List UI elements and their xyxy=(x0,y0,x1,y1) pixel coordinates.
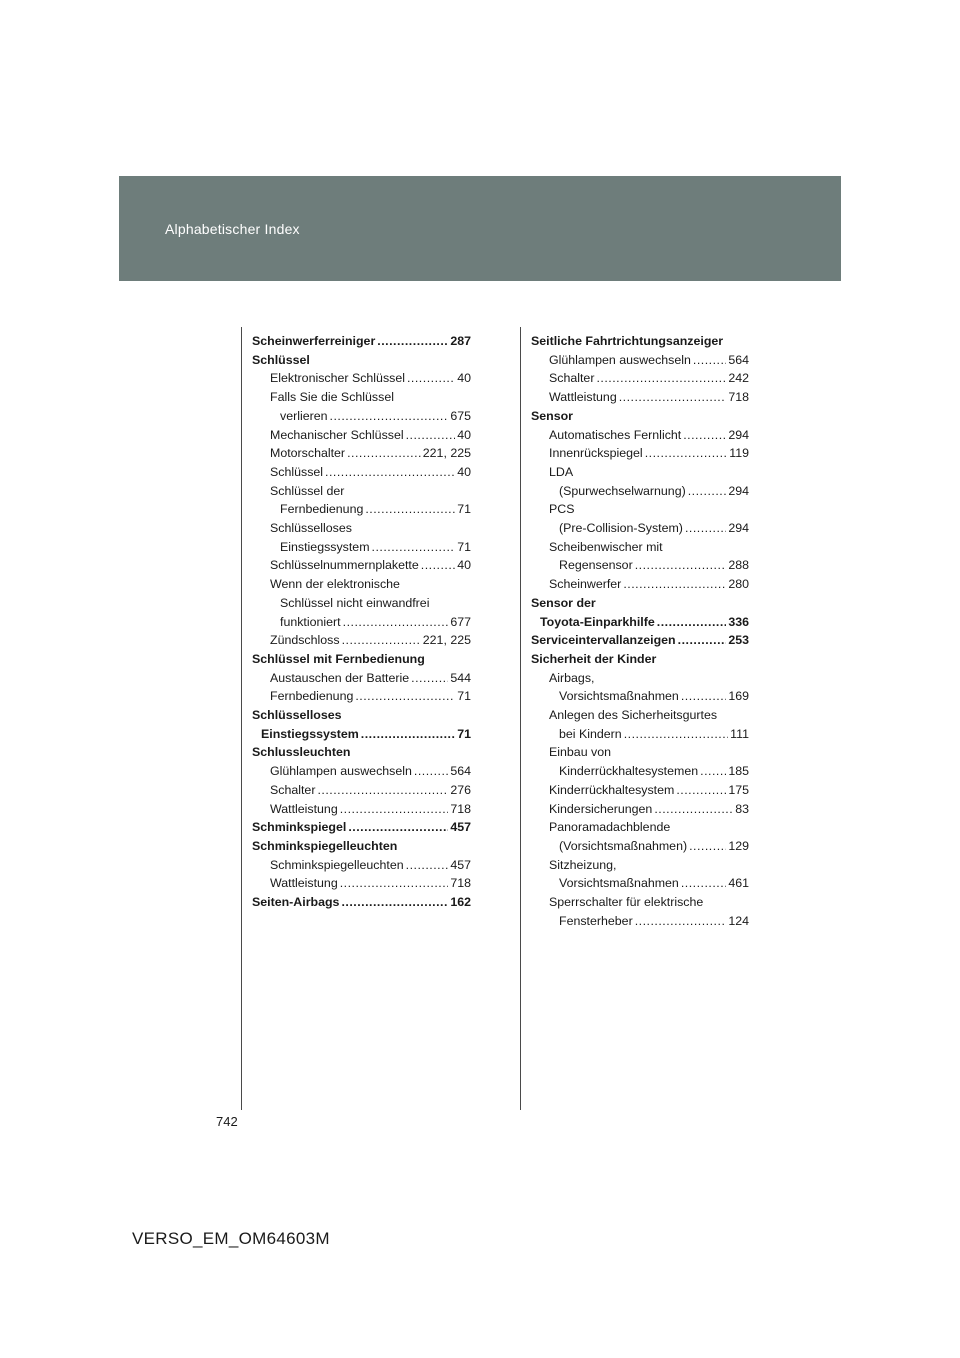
entry-label: Scheibenwischer mit xyxy=(549,539,663,554)
index-main-entry xyxy=(252,332,471,351)
dot-leader xyxy=(406,426,456,445)
index-sub-entry xyxy=(252,856,471,875)
dot-leader xyxy=(421,556,455,575)
dot-leader xyxy=(340,874,449,893)
entry-page-ref[interactable]: 71 xyxy=(457,689,471,704)
entry-label: Wattleistung xyxy=(270,876,338,891)
dot-leader xyxy=(342,631,421,650)
index-sub-entry xyxy=(252,687,471,706)
entry-page-ref[interactable]: 457 xyxy=(450,820,471,835)
index-sub-entry xyxy=(531,669,749,688)
entry-label: Schalter xyxy=(549,371,595,386)
dot-leader xyxy=(340,800,449,819)
entry-label: Sicherheit der Kinder xyxy=(531,651,657,666)
index-sub-entry xyxy=(252,369,471,388)
index-sub-entry xyxy=(531,351,749,370)
entry-label: Seitliche Fahrtrichtungsanzeiger xyxy=(531,334,724,348)
index-sub-entry xyxy=(531,463,749,482)
entry-page-ref[interactable]: 71 xyxy=(457,502,471,517)
entry-label: Einstiegssystem xyxy=(261,726,359,741)
entry-label: Mechanischer Schlüssel xyxy=(270,427,404,442)
index-sub-entry xyxy=(531,687,749,706)
index-sub-entry xyxy=(252,463,471,482)
entry-label: Scheinwerfer xyxy=(549,577,622,592)
index-sub-entry xyxy=(531,800,749,819)
index-sub-entry xyxy=(531,500,749,519)
index-sub-entry xyxy=(531,874,749,893)
dot-leader xyxy=(678,631,727,650)
index-sub-entry xyxy=(531,762,749,781)
dot-leader xyxy=(325,463,455,482)
dot-leader xyxy=(406,856,449,875)
entry-page-ref[interactable]: 129 xyxy=(728,838,749,853)
entry-label: Elektronischer Schlüssel xyxy=(270,371,405,386)
index-sub-entry xyxy=(531,706,749,725)
dot-leader xyxy=(635,912,727,931)
dot-leader xyxy=(365,500,455,519)
index-sub-entry xyxy=(252,538,471,557)
entry-label: Austauschen der Batterie xyxy=(270,670,410,685)
index-sub-entry xyxy=(252,594,471,613)
entry-page-ref[interactable]: 677 xyxy=(450,614,471,629)
dot-leader xyxy=(596,369,726,388)
entry-label: Toyota-Einparkhilfe xyxy=(540,614,655,629)
index-main-entry xyxy=(531,631,749,650)
dot-leader xyxy=(624,725,728,744)
index-sub-entry xyxy=(531,426,749,445)
entry-label: Kinderrückhaltesystem xyxy=(549,782,675,797)
entry-page-ref[interactable]: 457 xyxy=(450,857,471,872)
index-sub-entry xyxy=(252,613,471,632)
entry-label: Wattleistung xyxy=(549,390,617,405)
entry-page-ref[interactable]: 175 xyxy=(728,782,749,797)
entry-label: Kinderrückhaltesystemen xyxy=(559,764,699,779)
entry-label: Schlüsselloses xyxy=(252,708,342,723)
entry-page-ref[interactable]: 221, 225 xyxy=(422,633,471,648)
dot-leader xyxy=(343,613,449,632)
dot-leader xyxy=(348,818,448,837)
dot-leader xyxy=(654,800,733,819)
index-main-entry xyxy=(531,407,749,426)
dot-leader xyxy=(645,444,728,463)
index-sub-entry xyxy=(252,500,471,519)
entry-label: Schlüssel xyxy=(270,464,324,479)
entry-label: Serviceintervallanzeigen xyxy=(531,633,676,648)
entry-page-ref[interactable]: 294 xyxy=(728,483,749,498)
entry-label: Anlegen des Sicherheitsgurtes xyxy=(549,708,718,723)
dot-leader xyxy=(619,388,727,407)
index-main-entry xyxy=(252,725,471,744)
dot-leader xyxy=(681,687,726,706)
entry-page-ref[interactable]: 288 xyxy=(728,558,749,573)
entry-label: funktioniert xyxy=(280,614,341,629)
index-sub-entry xyxy=(531,388,749,407)
index-main-entry xyxy=(252,743,471,762)
dot-leader xyxy=(681,874,726,893)
entry-label: Automatisches Fernlicht xyxy=(549,427,682,442)
dot-leader xyxy=(414,762,448,781)
index-sub-entry xyxy=(252,762,471,781)
entry-label: Wattleistung xyxy=(270,801,338,816)
entry-label: Glühlampen auswechseln xyxy=(270,764,412,779)
entry-label: LDA xyxy=(549,464,574,479)
dot-leader xyxy=(347,444,421,463)
index-sub-entry xyxy=(252,874,471,893)
entry-label: Schlüssel xyxy=(252,352,310,367)
dot-leader xyxy=(689,837,726,856)
dot-leader xyxy=(355,687,455,706)
entry-label: Scheinwerferreiniger xyxy=(252,334,376,348)
header-title: Alphabetischer Index xyxy=(165,221,300,237)
entry-page-ref[interactable]: 294 xyxy=(728,521,749,536)
entry-page-ref[interactable]: 40 xyxy=(457,371,471,386)
index-sub-entry xyxy=(252,388,471,407)
entry-label: Schlüssel nicht einwandfrei xyxy=(280,595,430,610)
entry-page-ref[interactable]: 242 xyxy=(728,371,749,386)
entry-page-ref[interactable]: 119 xyxy=(729,446,749,461)
entry-label: Sperrschalter für elektrische xyxy=(549,895,704,910)
middle-column-rule xyxy=(520,327,521,1110)
index-main-entry xyxy=(531,650,749,669)
entry-page-ref[interactable]: 718 xyxy=(450,876,471,891)
entry-page-ref[interactable]: 71 xyxy=(457,539,471,554)
entry-page-ref[interactable]: 718 xyxy=(450,801,471,816)
entry-page-ref[interactable]: 253 xyxy=(728,633,749,648)
entry-label: Vorsichtsmaßnahmen xyxy=(559,689,679,704)
entry-label: Schlüsselnummernplakette xyxy=(270,558,419,573)
entry-label: Motorschalter xyxy=(270,446,346,461)
entry-page-ref[interactable]: 675 xyxy=(450,408,471,423)
index-main-entry xyxy=(252,837,471,856)
entry-page-ref[interactable]: 83 xyxy=(735,801,749,816)
entry-page-ref[interactable]: 124 xyxy=(728,913,749,928)
entry-label: Kindersicherungen xyxy=(549,801,653,816)
entry-page-ref[interactable]: 185 xyxy=(728,764,749,779)
entry-label: Fernbedienung xyxy=(280,502,364,517)
entry-page-ref[interactable]: 294 xyxy=(728,427,749,442)
dot-leader xyxy=(635,556,727,575)
entry-page-ref[interactable]: 169 xyxy=(728,689,749,704)
dot-leader xyxy=(330,407,449,426)
entry-page-ref[interactable]: 544 xyxy=(450,670,471,685)
dot-leader xyxy=(377,332,448,351)
dot-leader xyxy=(407,369,455,388)
dot-leader xyxy=(411,669,448,688)
entry-page-ref[interactable]: 461 xyxy=(728,876,749,891)
index-main-entry xyxy=(531,594,749,613)
entry-label: (Vorsichtsmaßnahmen) xyxy=(559,838,688,853)
entry-label: Regensensor xyxy=(559,558,633,573)
index-sub-entry xyxy=(252,575,471,594)
header-band xyxy=(119,176,841,281)
entry-page-ref[interactable]: 276 xyxy=(450,782,471,797)
index-main-entry xyxy=(252,351,471,370)
entry-label: Schlüssel der xyxy=(270,483,345,498)
entry-label: Innenrückspiegel xyxy=(549,446,643,461)
entry-label: Schlüssel mit Fernbedienung xyxy=(252,651,425,666)
page-number: 742 xyxy=(216,1114,238,1129)
entry-label: Vorsichtsmaßnahmen xyxy=(559,876,679,891)
entry-label: Einstiegssystem xyxy=(280,539,370,554)
entry-label: Seiten-Airbags xyxy=(252,895,340,910)
entry-page-ref[interactable]: 111 xyxy=(730,726,749,741)
index-sub-entry xyxy=(531,482,749,501)
entry-label: Schminkspiegel xyxy=(252,820,347,835)
index-main-entry xyxy=(252,650,471,669)
index-sub-entry xyxy=(252,631,471,650)
entry-page-ref[interactable]: 336 xyxy=(728,614,749,629)
entry-page-ref[interactable]: 280 xyxy=(728,577,749,592)
entry-page-ref[interactable]: 564 xyxy=(728,352,749,367)
entry-label: PCS xyxy=(549,502,575,517)
entry-label: Falls Sie die Schlüssel xyxy=(270,390,394,405)
dot-leader xyxy=(688,482,727,501)
index-sub-entry xyxy=(531,781,749,800)
entry-label: Wenn der elektronische xyxy=(270,577,400,592)
entry-page-ref[interactable]: 40 xyxy=(457,427,471,442)
entry-label: bei Kindern xyxy=(559,726,622,741)
index-sub-entry xyxy=(531,444,749,463)
dot-leader xyxy=(361,725,455,744)
index-sub-entry xyxy=(252,444,471,463)
index-sub-entry xyxy=(531,837,749,856)
left-column-rule xyxy=(241,327,242,1110)
dot-leader xyxy=(676,781,726,800)
index-sub-entry xyxy=(531,818,749,837)
entry-label: verlieren xyxy=(280,408,328,423)
index-main-entry xyxy=(531,613,749,632)
index-sub-entry xyxy=(531,743,749,762)
index-main-entry xyxy=(252,706,471,725)
index-sub-entry xyxy=(531,856,749,875)
dot-leader xyxy=(700,762,726,781)
entry-label: (Pre-Collision-System) xyxy=(559,521,683,536)
entry-page-ref[interactable]: 718 xyxy=(728,390,749,405)
index-sub-entry xyxy=(252,800,471,819)
index-sub-entry xyxy=(531,369,749,388)
index-sub-entry xyxy=(252,781,471,800)
index-sub-entry xyxy=(531,556,749,575)
entry-page-ref[interactable]: 71 xyxy=(457,726,471,741)
index-sub-entry xyxy=(531,725,749,744)
entry-label: Panoramadachblende xyxy=(549,820,671,835)
dot-leader xyxy=(683,426,726,445)
entry-label: Schlüsselloses xyxy=(270,521,352,536)
entry-label: Glühlampen auswechseln xyxy=(549,352,691,367)
index-main-entry xyxy=(252,893,471,912)
index-sub-entry xyxy=(531,538,749,557)
entry-label: Zündschloss xyxy=(270,633,340,648)
entry-label: Fensterheber xyxy=(559,913,633,928)
entry-label: Schlussleuchten xyxy=(252,745,351,760)
entry-label: Sensor der xyxy=(531,595,596,610)
entry-label: (Spurwechselwarnung) xyxy=(559,483,686,498)
entry-label: Sitzheizung, xyxy=(549,857,617,872)
index-column-right xyxy=(531,332,749,931)
entry-page-ref[interactable]: 40 xyxy=(457,464,471,479)
dot-leader xyxy=(623,575,726,594)
index-sub-entry xyxy=(252,407,471,426)
entry-label: Airbags, xyxy=(549,670,595,685)
entry-page-ref[interactable]: 287 xyxy=(450,334,471,348)
entry-label: Schalter xyxy=(270,782,316,797)
document-code: VERSO_EM_OM64603M xyxy=(132,1229,330,1248)
dot-leader xyxy=(372,538,456,557)
index-sub-entry xyxy=(531,912,749,931)
entry-page-ref[interactable]: 564 xyxy=(450,764,471,779)
dot-leader xyxy=(341,893,448,912)
entry-page-ref[interactable]: 221, 225 xyxy=(422,446,471,461)
entry-label: Schminkspiegelleuchten xyxy=(252,838,398,853)
index-sub-entry xyxy=(531,519,749,538)
index-sub-entry xyxy=(252,426,471,445)
dot-leader xyxy=(657,613,727,632)
index-main-entry xyxy=(252,818,471,837)
entry-page-ref[interactable]: 162 xyxy=(450,895,471,910)
index-sub-entry xyxy=(252,482,471,501)
dot-leader xyxy=(317,781,448,800)
index-sub-entry xyxy=(531,575,749,594)
index-sub-entry xyxy=(252,519,471,538)
dot-leader xyxy=(685,519,726,538)
index-column-left xyxy=(252,332,471,912)
index-main-entry xyxy=(531,332,749,351)
entry-page-ref[interactable]: 40 xyxy=(457,558,471,573)
entry-label: Sensor xyxy=(531,408,574,423)
index-sub-entry xyxy=(252,669,471,688)
entry-label: Einbau von xyxy=(549,745,612,760)
entry-label: Schminkspiegelleuchten xyxy=(270,857,404,872)
index-sub-entry xyxy=(252,556,471,575)
entry-label: Fernbedienung xyxy=(270,689,354,704)
index-sub-entry xyxy=(531,893,749,912)
dot-leader xyxy=(693,351,726,370)
